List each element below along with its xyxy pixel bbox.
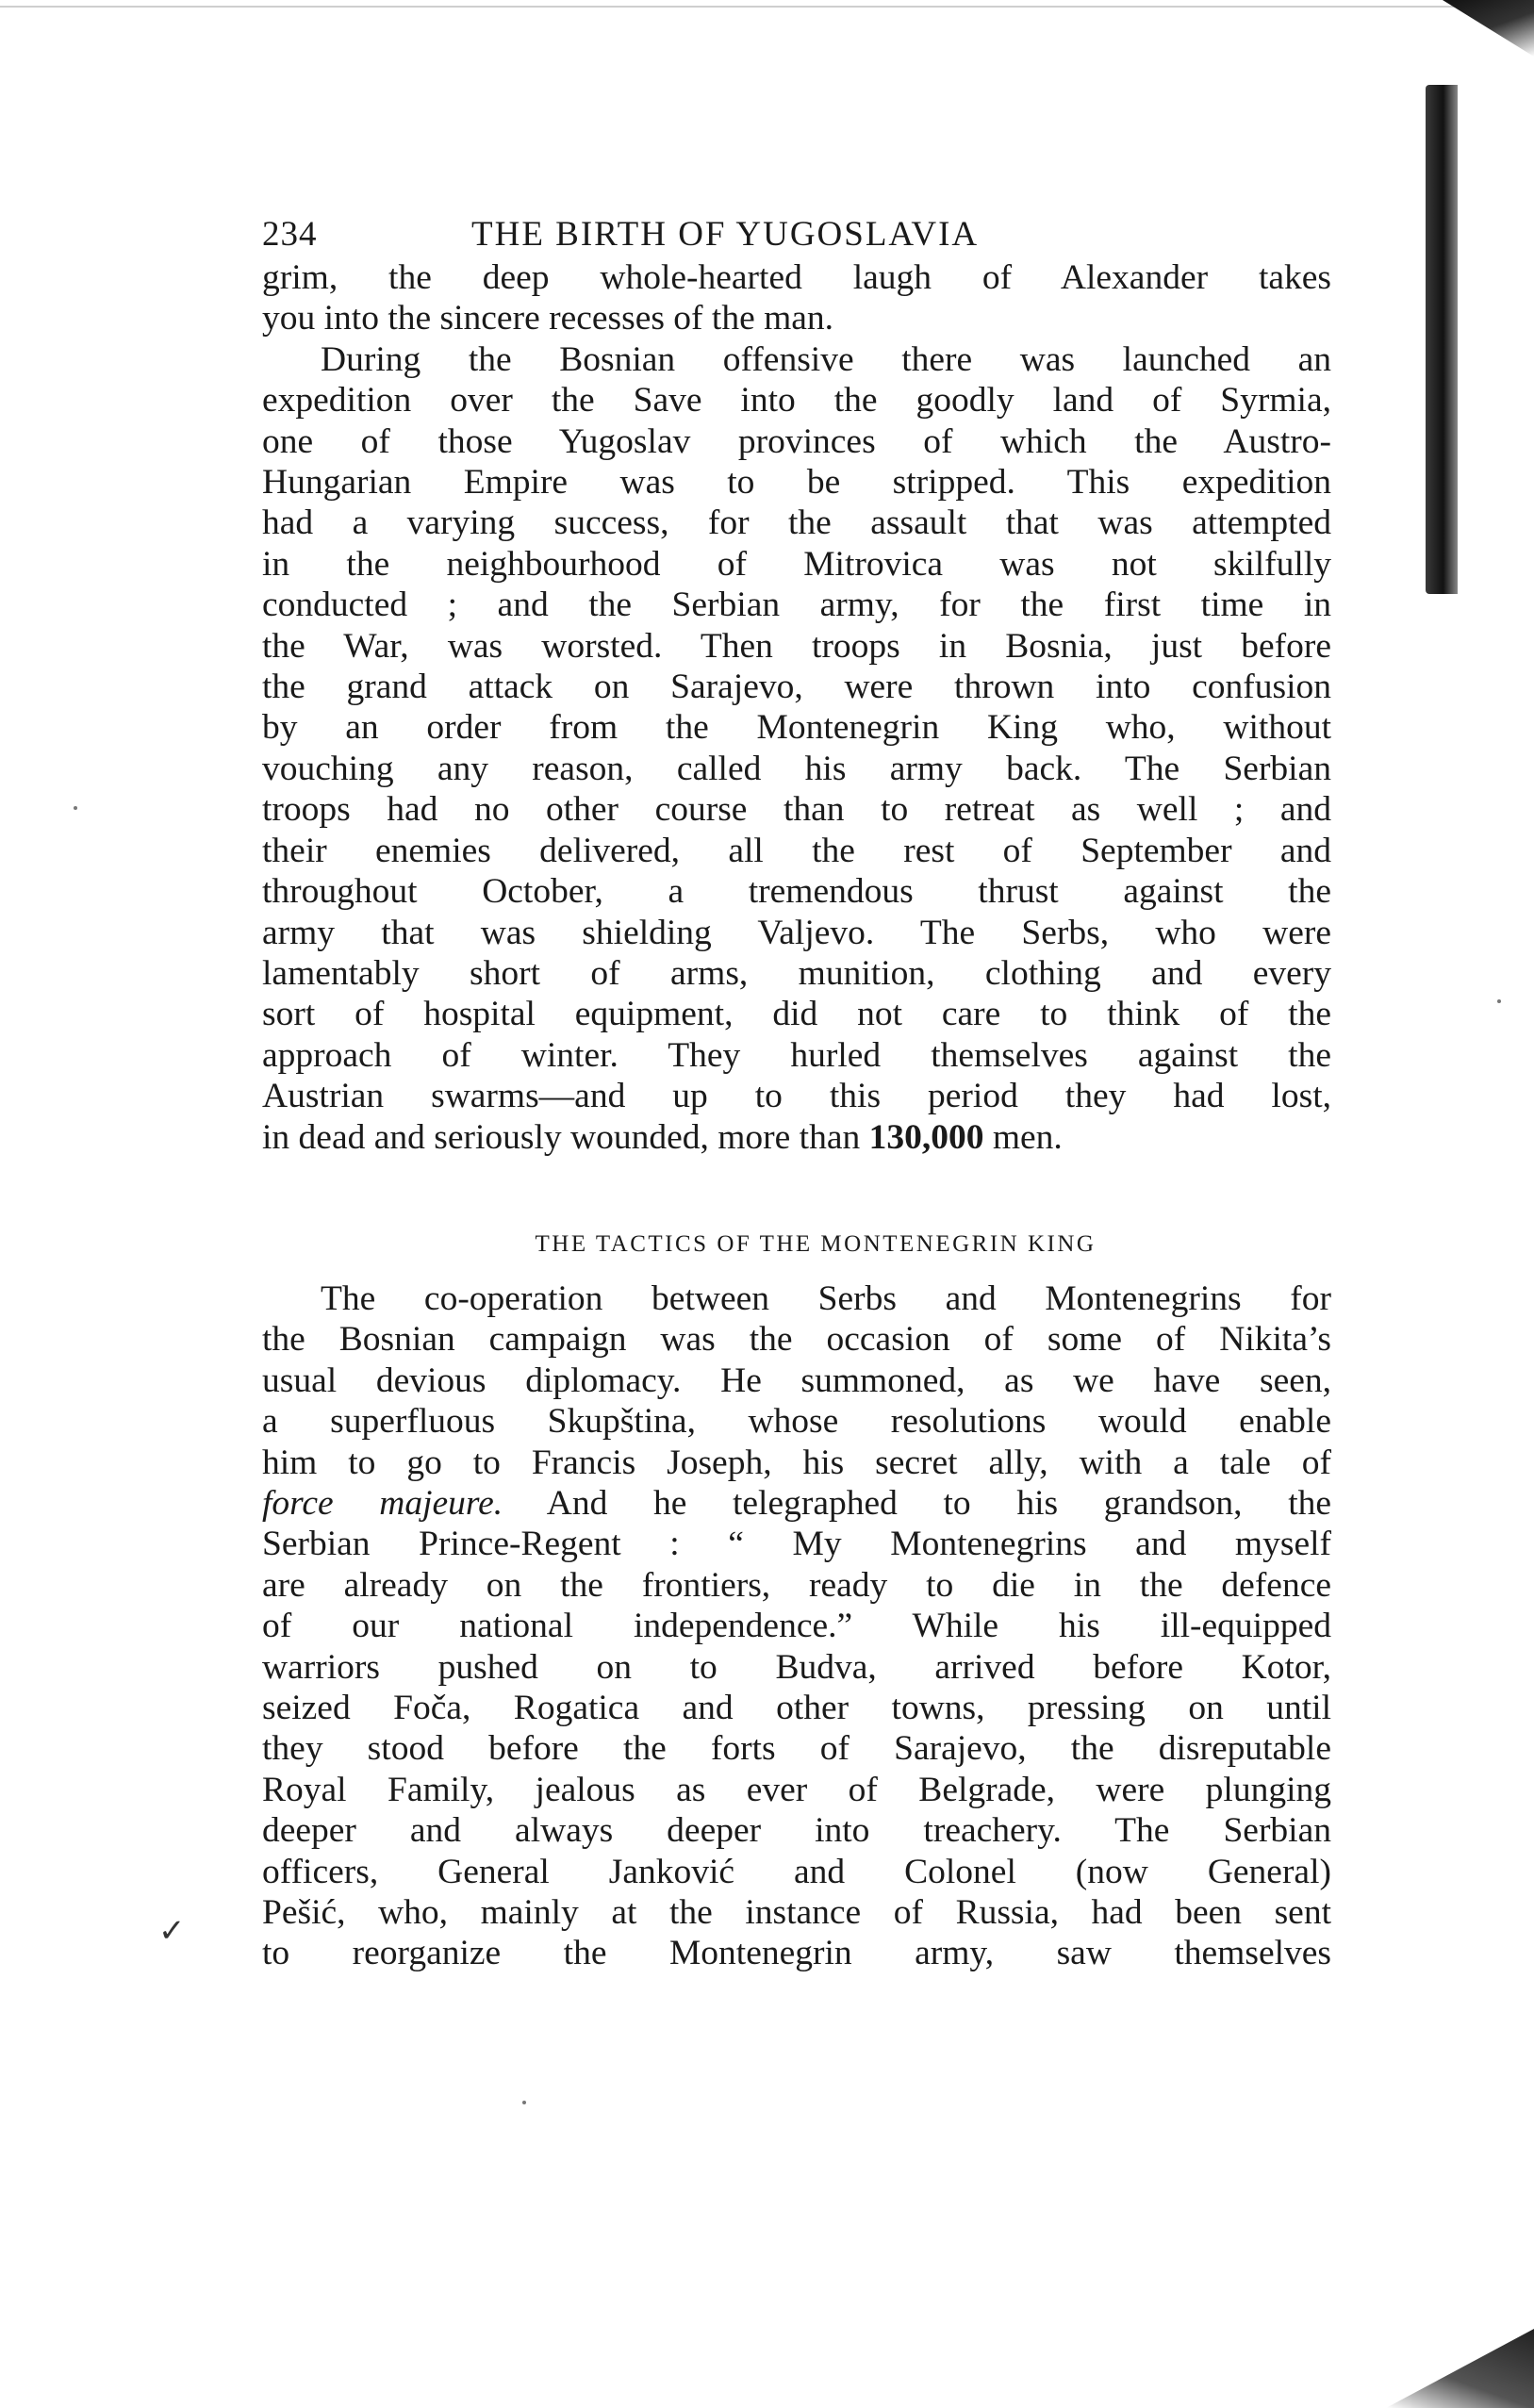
running-title: THE BIRTH OF YUGOSLAVIA <box>471 215 980 254</box>
text-line: warriors pushed on to Budva, arrived before Kotor, <box>262 1647 1331 1687</box>
text-line: lamentably short of arms, munition, clothing and every <box>262 953 1331 993</box>
text-line: the grand attack on Sarajevo, were thrown into confusion <box>262 668 1331 707</box>
text-line: During the Bosnian offensive there was launched an <box>321 339 1331 379</box>
text-line <box>262 1483 1331 1524</box>
text-line: they stood before the forts of Sarajevo, the disreputable <box>262 1729 1331 1769</box>
text-line: a superfluous Skupština, whose resolutions would enable <box>262 1402 1331 1442</box>
page-number: 234 <box>262 215 318 254</box>
text-line <box>262 1117 1331 1158</box>
page-curl-shadow-bottom <box>1386 2329 1534 2408</box>
text-line: army that was shielding Valjevo. The Serbs, who were <box>262 913 1331 952</box>
text-line: throughout October, a tremendous thrust against the <box>262 872 1331 912</box>
scan-top-rule <box>0 6 1534 8</box>
paragraph-continued <box>262 257 1331 339</box>
text-line: their enemies delivered, all the rest of September and <box>262 831 1331 870</box>
text-line: him to go to Francis Joseph, his secret ally, with a tale of <box>262 1443 1331 1482</box>
scan-speck <box>1497 999 1501 1003</box>
text-line: the Bosnian campaign was the occasion of some of Nikita’s <box>262 1320 1331 1360</box>
section-heading: THE TACTICS OF THE MONTENEGRIN KING <box>535 1230 1097 1257</box>
casualty-figure: 130,000 <box>868 1117 984 1157</box>
text-line: vouching any reason, called his army back. The Serbian <box>262 749 1331 788</box>
text-line: Austrian swarms—and up to this period they had lost, <box>262 1077 1331 1116</box>
text-line: officers, General Janković and Colonel (now General) <box>262 1852 1331 1891</box>
text-fragment: men. <box>983 1117 1063 1157</box>
text-fragment: And he telegraphed to his grandson, the <box>503 1483 1332 1523</box>
text-line: had a varying success, for the assault that was attempted <box>262 503 1331 543</box>
text-line: to reorganize the Montenegrin army, saw themselves <box>262 1934 1331 1973</box>
text-line: one of those Yugoslav provinces of which the Austro- <box>262 421 1331 461</box>
scan-speck <box>74 806 77 810</box>
text-line: the War, was worsted. Then troops in Bosnia, just before <box>262 626 1331 666</box>
text-line: you into the sincere recesses of the man. <box>262 299 834 338</box>
text-line: troops had no other course than to retreat as well ; and <box>262 790 1331 830</box>
text-line: deeper and always deeper into treachery. The Serbian <box>262 1811 1331 1851</box>
text-line: sort of hospital equipment, did not care to think of the <box>262 995 1331 1034</box>
text-fragment: in dead and seriously wounded, more than <box>262 1117 869 1157</box>
page-curl-shadow-top <box>1443 0 1534 57</box>
running-head <box>262 203 1331 257</box>
text-line: Serbian Prince-Regent : “ My Montenegrins and myself <box>262 1525 1331 1564</box>
text-line: The co-operation between Serbs and Montenegrins for <box>321 1278 1331 1318</box>
text-line: Pešić, who, mainly at the instance of Russia, had been sent <box>262 1893 1331 1933</box>
text-line: grim, the deep whole-hearted laugh of Alexander takes <box>262 258 1331 297</box>
text-line: in the neighbourhood of Mitrovica was not skilfully <box>262 544 1331 584</box>
scan-speck <box>522 2101 526 2104</box>
text-line: expedition over the Save into the goodly land of Syrmia, <box>262 381 1331 421</box>
binding-edge-shadow <box>1426 85 1458 594</box>
text-line: conducted ; and the Serbian army, for the first time in <box>262 586 1331 625</box>
italic-phrase: force majeure. <box>262 1483 503 1523</box>
text-line: seized Foča, Rogatica and other towns, pressing on until <box>262 1689 1331 1727</box>
text-line: of our national independence.” While his ill-equipped <box>262 1607 1331 1646</box>
text-line: are already on the frontiers, ready to die in the defence <box>262 1565 1331 1605</box>
text-line: Royal Family, jealous as ever of Belgrade, were plunging <box>262 1770 1331 1809</box>
text-line: by an order from the Montenegrin King who, without <box>262 708 1331 748</box>
book-page <box>262 203 1331 1974</box>
text-line: usual devious diplomacy. He summoned, as we have seen, <box>262 1361 1331 1400</box>
text-line: approach of winter. They hurled themselves against the <box>262 1035 1331 1075</box>
paragraph-montenegrin-king <box>262 1278 1331 1974</box>
margin-pencil-mark: ✓ <box>158 1914 186 1949</box>
text-line: Hungarian Empire was to be stripped. This expedition <box>262 463 1331 503</box>
paragraph-bosnian-offensive <box>262 339 1331 1158</box>
